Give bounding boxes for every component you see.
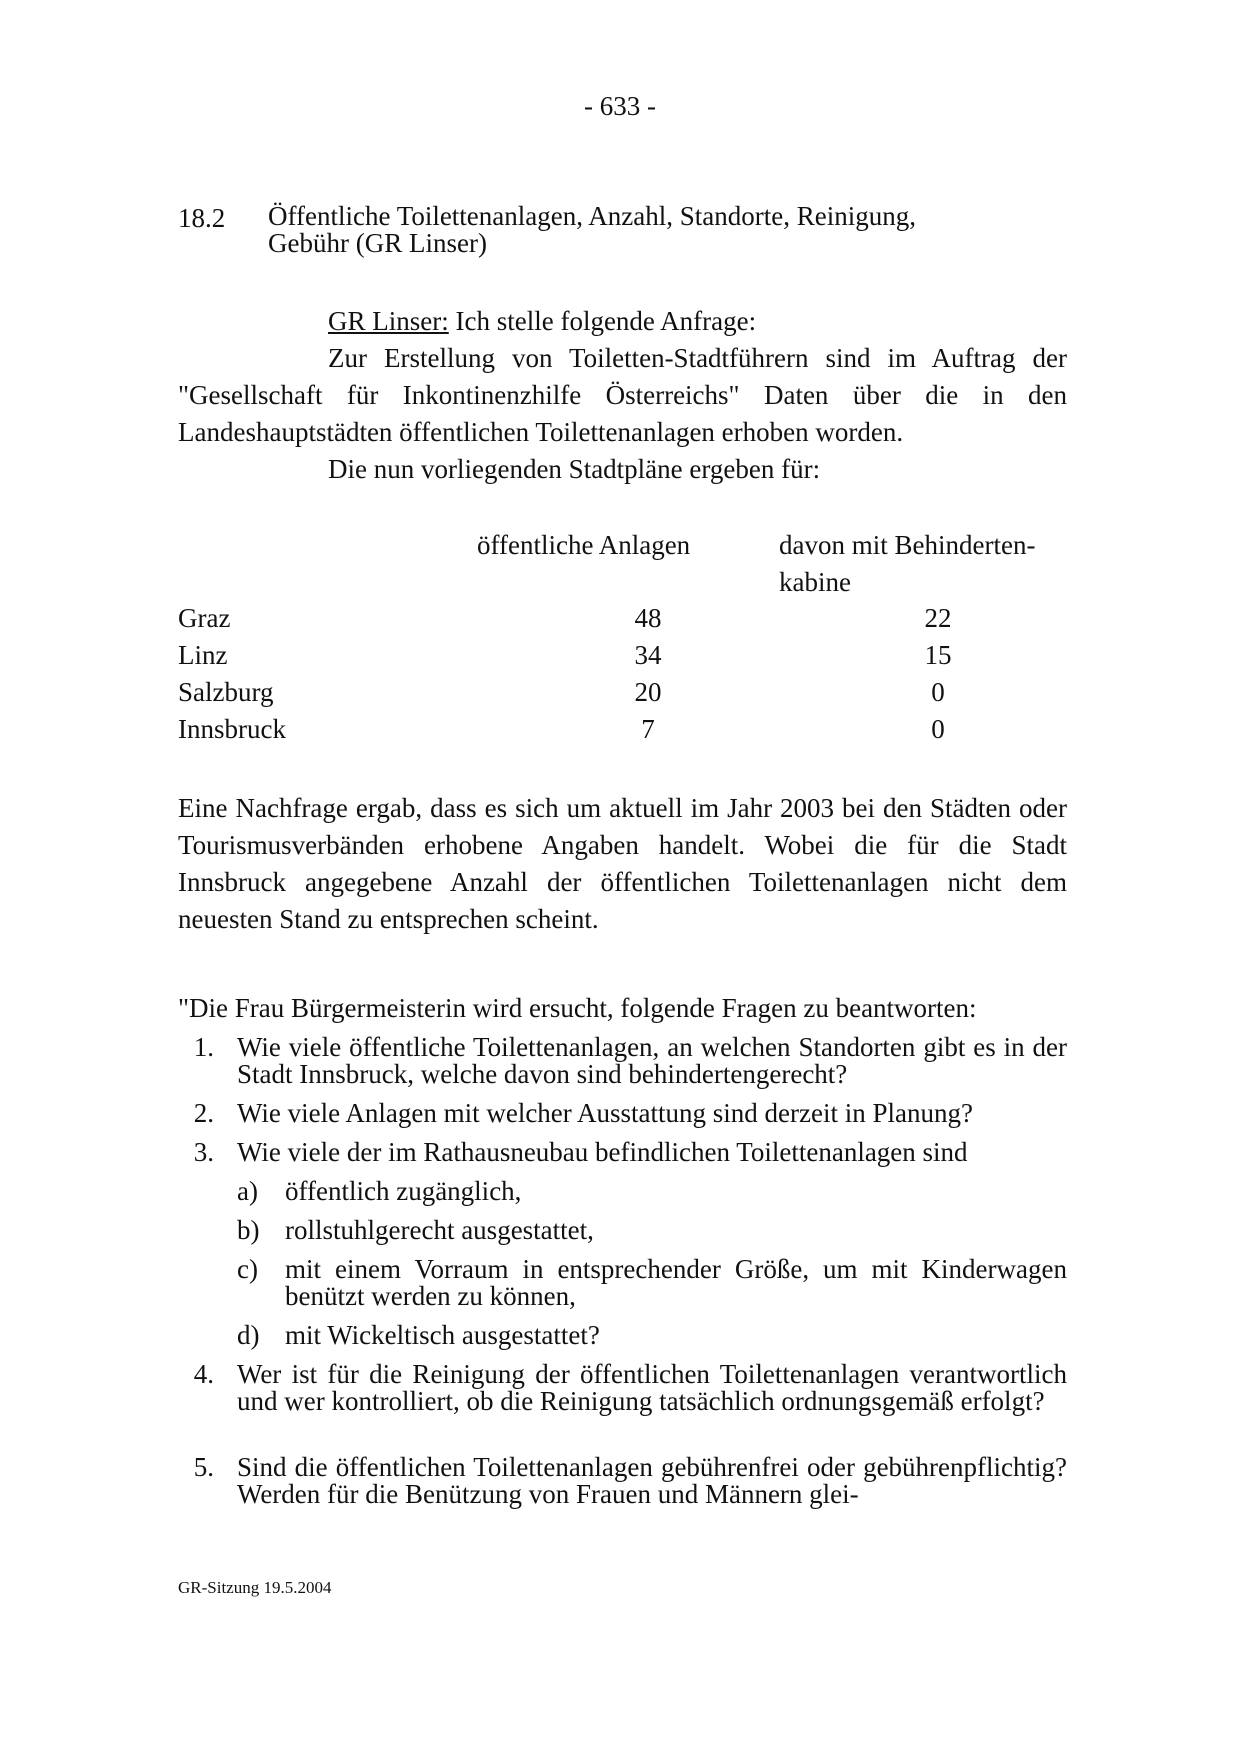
table-cell-public: 7	[641, 714, 655, 744]
asker-name: GR Linser:	[328, 306, 449, 336]
table-cell-city: Linz	[178, 640, 228, 670]
table-row	[178, 600, 1067, 637]
inquiry-opening	[178, 303, 1067, 340]
sub-question-letter: b)	[237, 1215, 260, 1245]
question-number: 3.	[193, 1137, 214, 1167]
table-cell-disabled: 0	[931, 714, 945, 744]
question-text: Wie viele öffentliche Toilettenanlagen, an welchen Standorten gibt es in der Stadt Innsbruck, welche davon sind behindertengerecht?	[237, 1032, 1067, 1089]
inquiry-paragraph-2: Die nun vorliegenden Stadtpläne ergeben für:	[328, 454, 821, 484]
table-cell-public: 48	[634, 603, 662, 633]
inquiry-paragraph-1: Zur Erstellung von Toiletten-Stadtführern sind im Auftrag der "Gesellschaft für Inkontinenzhilfe Österreichs" Daten über die in den Landeshauptstädten öffentlichen Toilettenanlagen erhoben worden.	[178, 343, 1067, 447]
section-number: 18.2	[178, 203, 226, 233]
table-cell-public: 34	[634, 640, 662, 670]
sub-question-text: mit Wickeltisch ausgestattet?	[285, 1320, 600, 1350]
followup-paragraph: Eine Nachfrage ergab, dass es sich um aktuell im Jahr 2003 bei den Städten oder Tourismusverbänden erhobene Angaben handelt. Wobei die für die Stadt Innsbruck angegebene Anzahl der öffentlichen Toilettenanlagen nicht dem neuesten Stand zu entsprechen scheint.	[178, 793, 1067, 934]
question-text: Wer ist für die Reinigung der öffentlichen Toilettenanlagen verantwortlich und wer kontrolliert, ob die Reinigung tatsächlich ordnungsgemäß erfolgt?	[237, 1359, 1067, 1416]
sub-question-text: rollstuhlgerecht ausgestattet,	[285, 1215, 594, 1245]
table-row	[178, 711, 1067, 748]
table-cell-city: Salzburg	[178, 677, 274, 707]
sub-question-letter: c)	[237, 1254, 258, 1284]
table-row	[178, 637, 1067, 674]
question-number: 4.	[193, 1359, 214, 1389]
sub-question-letter: d)	[237, 1320, 260, 1350]
table-cell-city: Innsbruck	[178, 714, 286, 744]
table-header-disabled: davon mit Behinderten-kabine	[779, 530, 1036, 597]
table-cell-disabled: 15	[924, 640, 952, 670]
question-text: Sind die öffentlichen Toilettenanlagen gebührenfrei oder gebührenpflichtig? Werden für die Benützung von Frauen und Männern glei-	[237, 1452, 1067, 1509]
footer-session-date: GR-Sitzung 19.5.2004	[178, 1578, 332, 1597]
table-cell-disabled: 22	[924, 603, 952, 633]
question-text: Wie viele der im Rathausneubau befindlichen Toilettenanlagen sind	[237, 1137, 968, 1167]
question-number: 2.	[193, 1098, 214, 1128]
table-row	[178, 674, 1067, 711]
question-number: 1.	[193, 1032, 214, 1062]
sub-question-text: öffentlich zugänglich,	[285, 1176, 522, 1206]
page-number: - 633 -	[584, 91, 656, 121]
table-cell-city: Graz	[178, 603, 231, 633]
table-cell-public: 20	[634, 677, 662, 707]
questions-intro: "Die Frau Bürgermeisterin wird ersucht, folgende Fragen zu beantworten:	[178, 993, 977, 1023]
table-header-public: öffentliche Anlagen	[477, 530, 691, 560]
table-cell-disabled: 0	[931, 677, 945, 707]
inquiry-opening-text: Ich stelle folgende Anfrage:	[455, 306, 757, 336]
section-title: Öffentliche Toilettenanlagen, Anzahl, Standorte, Reinigung, Gebühr (GR Linser)	[268, 201, 916, 258]
question-number: 5.	[193, 1452, 214, 1482]
sub-question-text: mit einem Vorraum in entsprechender Größe, um mit Kinderwagen benützt werden zu können,	[285, 1254, 1067, 1311]
sub-question-letter: a)	[237, 1176, 258, 1206]
question-text: Wie viele Anlagen mit welcher Ausstattung sind derzeit in Planung?	[237, 1098, 973, 1128]
